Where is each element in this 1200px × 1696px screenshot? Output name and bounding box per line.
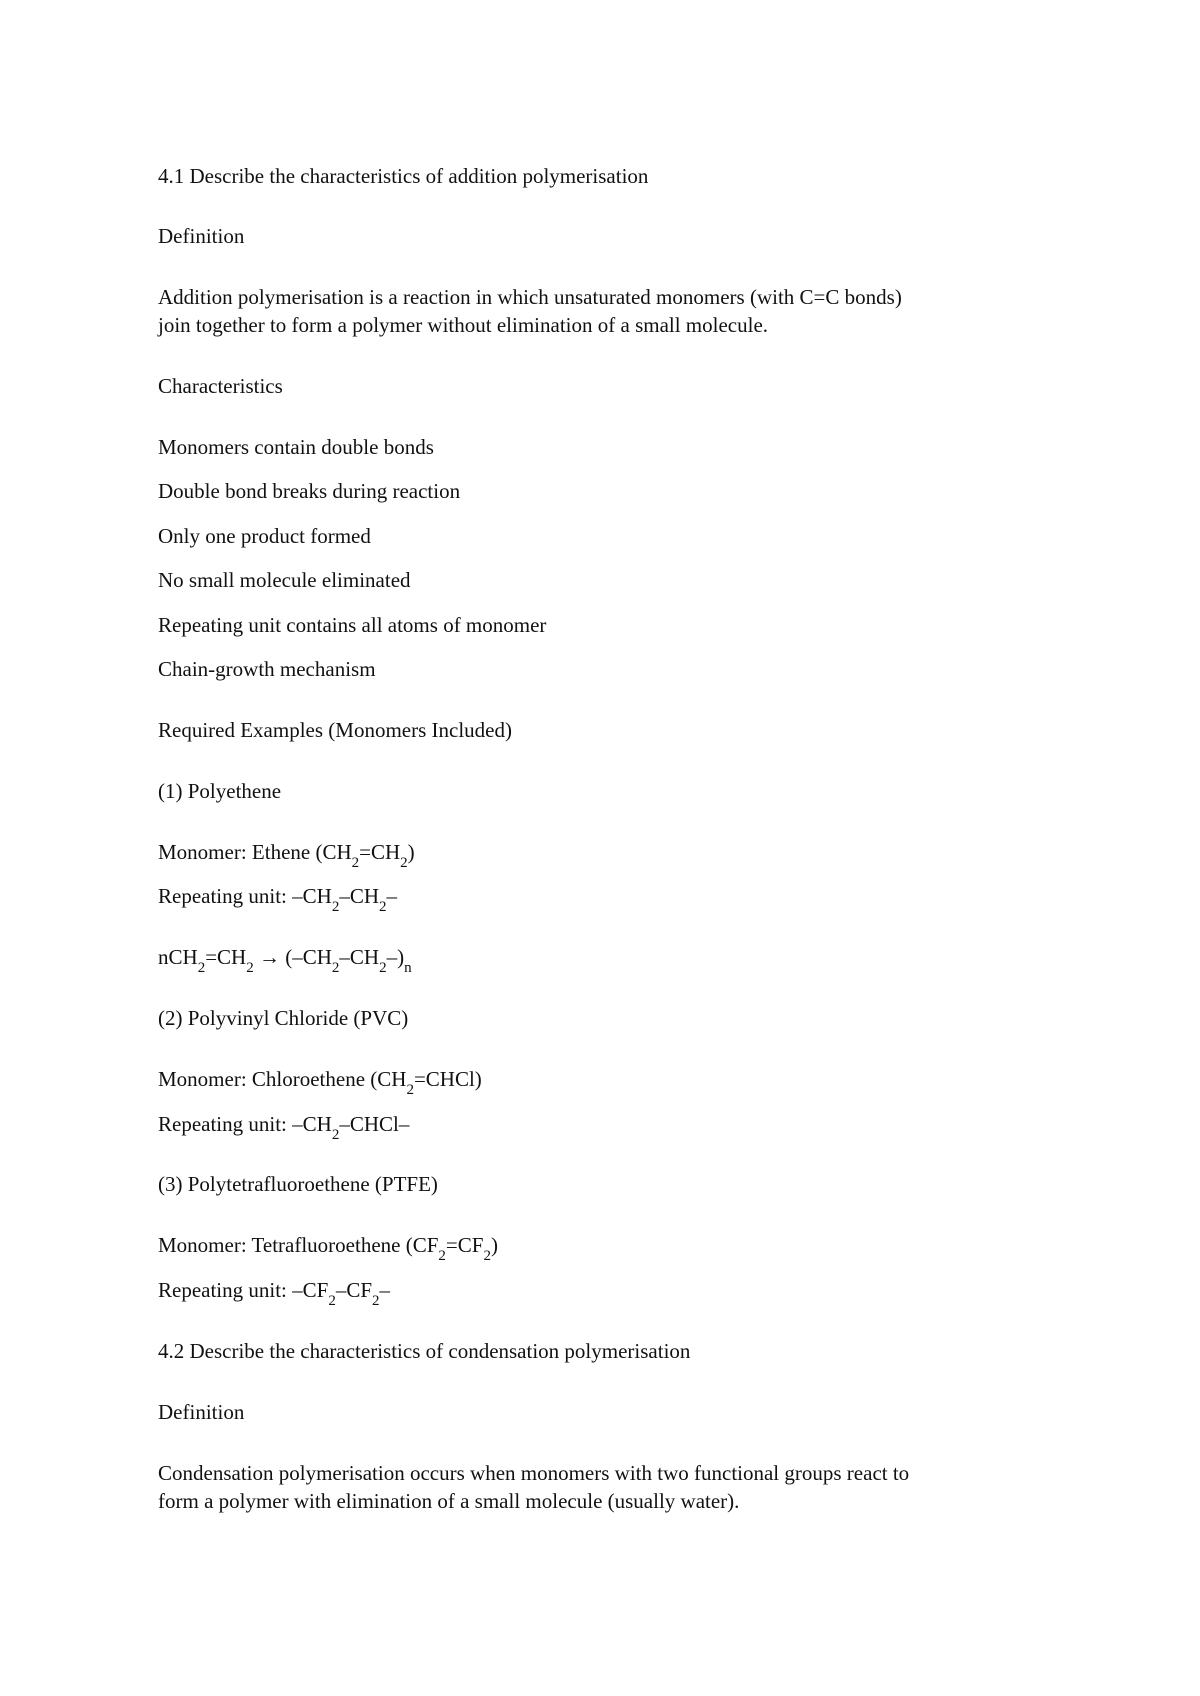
characteristic-item: Double bond breaks during reaction [158,479,461,503]
section-heading-4-2: 4.2 Describe the characteristics of condensation polymerisation [158,1339,691,1363]
example-1-monomer: Monomer: Ethene $(CH_2=CH_2)$ [158,840,415,871]
example-1-repeating-unit: Repeating unit: $-CH_2-CH_2-$ [158,884,398,915]
characteristics-label: Characteristics [158,374,283,398]
characteristic-item: Repeating unit contains all atoms of monomer [158,613,547,637]
example-2-repeating-unit: Repeating unit: $-CH_2-CHCl-$ [158,1112,410,1143]
examples-label: Required Examples (Monomers Included) [158,718,512,742]
definition-text-line-2: join together to form a polymer without elimination of a small molecule. [158,313,769,337]
definition-label: Definition [158,224,245,248]
characteristic-item: Only one product formed [158,524,371,548]
example-2-monomer: Monomer: Chloroethene $(CH_2=CHCl)$ [158,1067,482,1098]
example-3-repeating-unit: Repeating unit: $-CF_2-CF_2-$ [158,1278,391,1309]
definition-text-line-2: form a polymer with elimination of a small molecule (usually water). [158,1489,740,1513]
section-heading-4-1: 4.1 Describe the characteristics of addition polymerisation [158,164,649,188]
example-1-equation: $nCH_2=CH_2 \to (-CH_2-CH_2-)_n$ [158,945,412,976]
example-1-title: (1) Polyethene [158,779,282,803]
definition-text-line-1: Addition polymerisation is a reaction in which unsaturated monomers (with C=C bonds) [158,285,902,309]
example-3-title: (3) Polytetrafluoroethene (PTFE) [158,1172,438,1196]
characteristic-item: Chain-growth mechanism [158,657,376,681]
example-3-monomer: Monomer: Tetrafluoroethene $(CF_2=CF_2)$ [158,1233,498,1264]
characteristic-item: No small molecule eliminated [158,568,411,592]
definition-text-line-1: Condensation polymerisation occurs when monomers with two functional groups react to [158,1461,910,1485]
example-2-title: (2) Polyvinyl Chloride (PVC) [158,1006,409,1030]
characteristic-item: Monomers contain double bonds [158,435,434,459]
definition-label: Definition [158,1400,245,1424]
